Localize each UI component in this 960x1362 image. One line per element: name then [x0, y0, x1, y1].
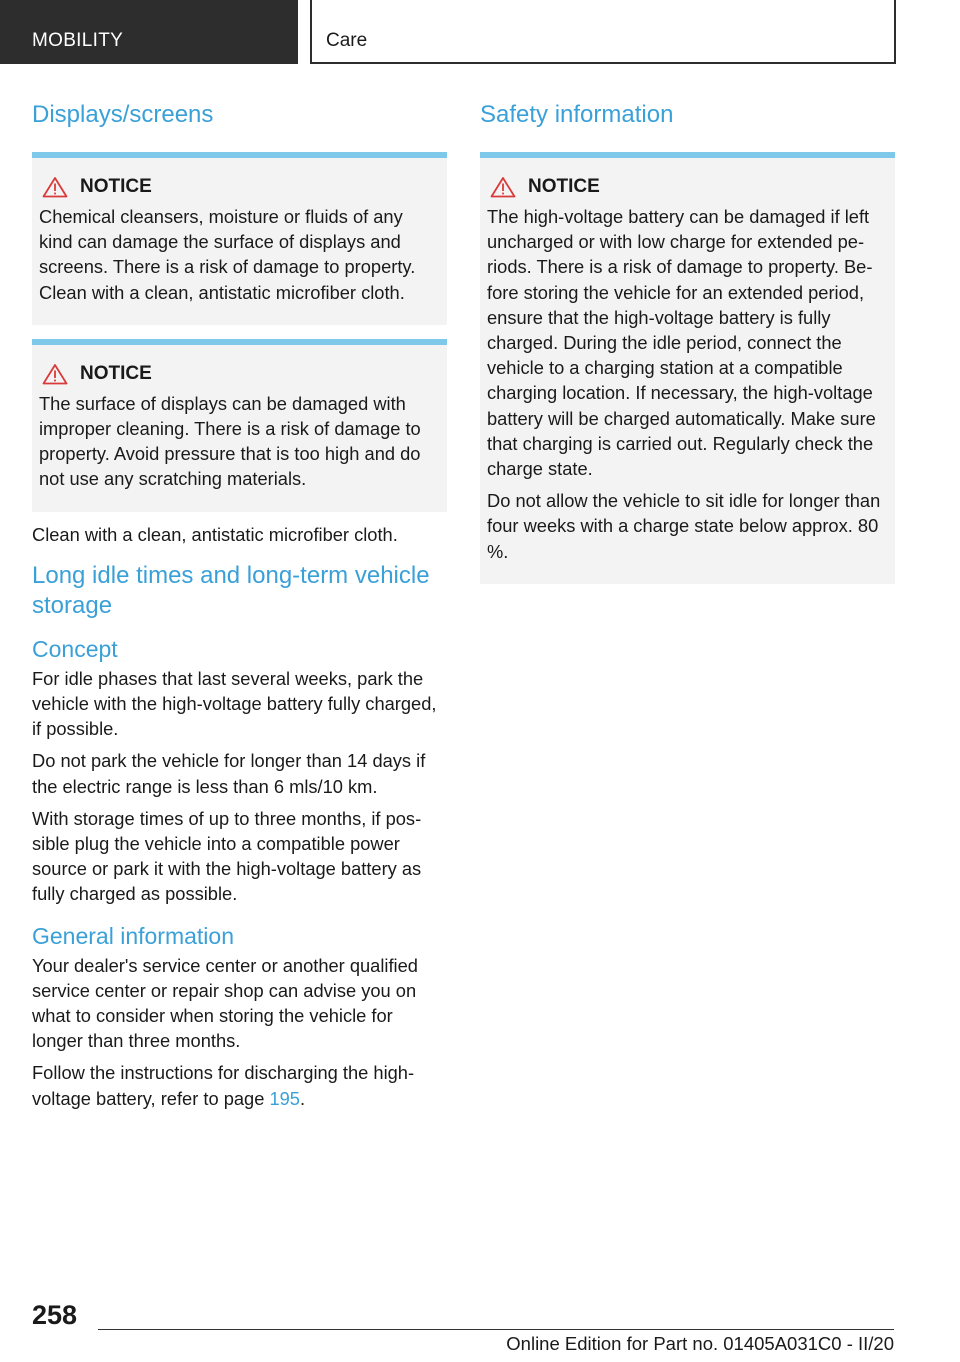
- notice-title: NOTICE: [528, 176, 600, 197]
- displays-heading: Displays/screens: [32, 101, 214, 128]
- clean-instruction: Clean with a clean, antistatic microfiber cloth.: [32, 523, 398, 545]
- concept-paragraph-3: With storage times of up to three months, if possible plug the vehicle into a compatible power source or park it with the high-voltage battery as fully charged as possible.: [32, 807, 422, 905]
- notice-text-1: The high-voltage battery can be damaged if left uncharged or with low charge for extended periods. There is a risk of damage to property. Before storing the vehicle for an extended period, ensure that the high-voltage battery is fully charged. During the idle period, connect the vehicle to a charging station at a compatible charging location. If necessary, the high-voltage battery will be charged automatically. Make sure that charging is carried out. Regularly check the charge state.: [487, 206, 876, 480]
- header-section-tab: [0, 0, 298, 64]
- general-paragraph-2: [32, 1060, 447, 1110]
- page-195-link[interactable]: 195: [269, 1087, 300, 1109]
- warning-triangle-icon: [42, 363, 68, 385]
- safety-information-heading: Safety information: [480, 101, 674, 128]
- concept-paragraph-2: Do not park the vehicle for longer than 14 days if the electric range is less than 6 mls/10 km.: [32, 750, 426, 797]
- idle-storage-heading: Long idle times and long-term vehicle storage: [32, 561, 430, 619]
- notice-box-battery: [480, 152, 895, 584]
- notice-text: The surface of displays can be damaged with improper cleaning. There is a risk of damage to property. Avoid pressure that is too high and do not use any scratching materials.: [39, 392, 421, 490]
- footer-divider: [98, 1329, 894, 1330]
- right-column: [480, 100, 895, 584]
- general-paragraph-2-text: Follow the instructions for discharging the high-voltage battery, refer to page: [32, 1062, 415, 1109]
- concept-paragraph-1: For idle phases that last several weeks, park the vehicle with the high-voltage battery fully charged, if possible.: [32, 667, 437, 740]
- page-number: 258: [32, 1300, 78, 1330]
- notice-text: Chemical cleansers, moisture or fluids of any kind can damage the surface of displays and screens. There is a risk of damage to property. Clean with a clean, antistatic microfiber cloth.: [39, 206, 416, 303]
- notice-header: [490, 176, 888, 198]
- general-information-heading: General information: [32, 922, 234, 949]
- notice-header: [42, 176, 440, 198]
- general-paragraph-2-suffix: .: [299, 1087, 306, 1109]
- header-chapter-label: Care: [326, 30, 368, 51]
- warning-triangle-icon: [42, 176, 68, 198]
- header-chapter-box: [310, 0, 896, 64]
- left-column: [32, 100, 447, 1111]
- general-paragraph-1: Your dealer's service center or another qualified service center or repair shop can advise you on what to consider when storing the vehicle for longer than three months.: [32, 954, 418, 1052]
- warning-triangle-icon: [490, 176, 516, 198]
- concept-heading: Concept: [32, 635, 118, 662]
- header-section-label: MOBILITY: [32, 30, 124, 51]
- footer-edition: Online Edition for Part no. 01405A031C0 - II/20: [506, 1333, 894, 1354]
- notice-header: [42, 363, 440, 385]
- notice-box-displays-1: [32, 152, 447, 325]
- notice-title: NOTICE: [80, 176, 152, 197]
- notice-text-2: Do not allow the vehicle to sit idle for longer than four weeks with a charge state below approx. 80 %.: [487, 490, 881, 562]
- notice-title: NOTICE: [80, 362, 152, 384]
- notice-box-displays-2: [32, 339, 447, 512]
